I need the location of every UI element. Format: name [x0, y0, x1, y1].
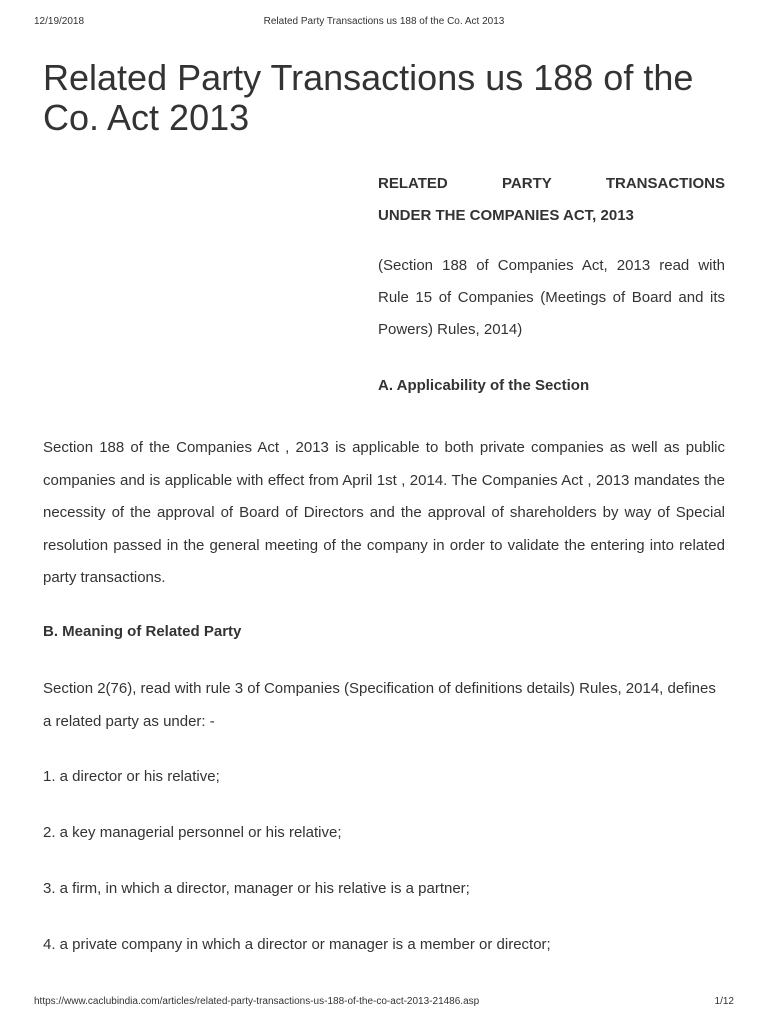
print-footer — [34, 996, 734, 1010]
print-doc-title: Related Party Transactions us 188 of the Co. Act 2013 — [263, 16, 505, 27]
section-b-paragraph — [43, 673, 725, 738]
section-b-heading-text: B. Meaning of Related Party — [43, 623, 242, 640]
section-a-text: Section 188 of the Companies Act , 2013 is applicable to both private companies as well as public companies and is applicable with effect from April 1st , 2014. The Companies Act , 2013 mandates the necessity of the approval of Board of Directors and the approval of shareholders by way of Special resolution passed in the general meeting of the company in order to validate the entering into related party transactions. — [43, 439, 725, 586]
print-date: 12/19/2018 — [34, 16, 85, 27]
page-title: Related Party Transactions us 188 of the Co. Act 2013 — [43, 57, 694, 138]
right-column — [378, 168, 725, 402]
section-b-heading — [43, 616, 725, 649]
print-page-number: 1/12 — [714, 996, 734, 1007]
list-item — [43, 817, 725, 850]
article-heading-line-1: RELATED PARTY TRANSACTIONS — [378, 175, 725, 192]
list-item-text: 2. a key managerial personnel or his relative; — [43, 824, 342, 841]
list-item-text: 1. a director or his relative; — [43, 768, 220, 785]
list-item-text: 4. a private company in which a director or manager is a member or director; — [43, 936, 551, 953]
section-reference-note: (Section 188 of Companies Act, 2013 read with Rule 15 of Companies (Meetings of Board and its Powers) Rules, 2014) — [378, 257, 725, 338]
section-a-paragraph — [43, 432, 725, 595]
section-a-heading: A. Applicability of the Section — [378, 377, 590, 394]
article-heading — [378, 168, 725, 232]
print-header — [34, 16, 734, 30]
section-b-text: Section 2(76), read with rule 3 of Companies (Specification of definitions details) Rules, 2014, defines a related party as under: - — [43, 680, 716, 730]
list-item-text: 3. a firm, in which a director, manager or his relative is a partner; — [43, 880, 470, 897]
list-item — [43, 761, 725, 794]
list-item — [43, 873, 725, 906]
print-url: https://www.caclubindia.com/articles/related-party-transactions-us-188-of-the-co-act-2013-21486.asp — [34, 996, 480, 1007]
article-heading-line-2: UNDER THE COMPANIES ACT, 2013 — [378, 207, 634, 224]
list-item — [43, 929, 725, 962]
